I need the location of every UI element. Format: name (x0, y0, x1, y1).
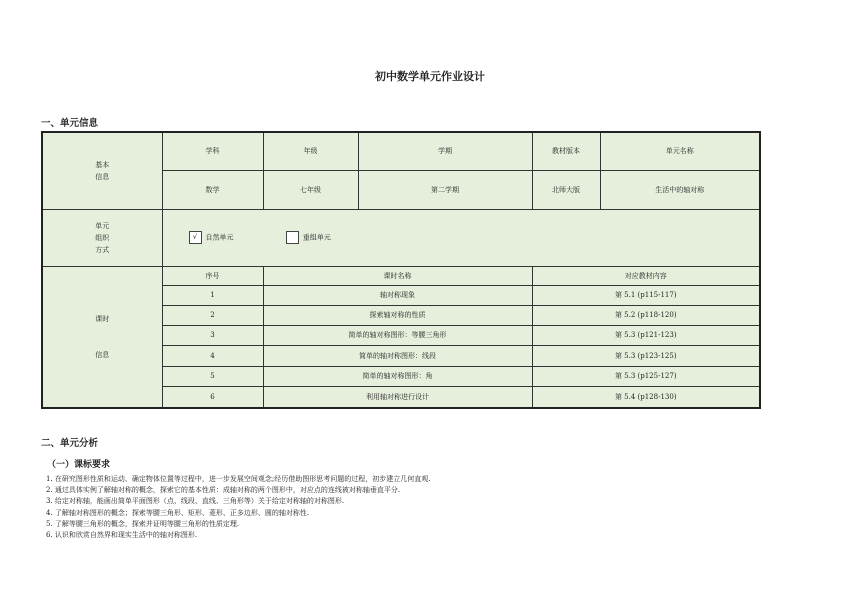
basic-info-label (42, 132, 162, 209)
header-grade: 年级 (263, 132, 358, 170)
value-subject: 数学 (162, 170, 263, 209)
section-heading-unit-analysis: 二、单元分析 (41, 438, 99, 449)
option-regrouped-unit[interactable] (286, 231, 331, 244)
value-semester: 第二学期 (358, 170, 532, 209)
lesson-name: 轴对称现象 (263, 285, 532, 305)
lesson-header-name: 课时名称 (263, 266, 532, 285)
list-item: 4. 了解轴对称图形的概念；探索等腰三角形、矩形、菱形、正多边形、圆的轴对称性. (46, 508, 310, 517)
list-item: 1. 在研究图形性质和运动、确定物体位置等过程中，进一步发展空间观念;经历借助图形思考问题的过程，初步建立几何直观. (46, 475, 431, 483)
document-title: 初中数学单元作业设计 (375, 70, 485, 83)
lesson-content: 第 5.2 (p118-120) (532, 305, 760, 325)
org-label-text: 单元 组织 方式 (95, 221, 110, 254)
lesson-name: 简单的轴对称图形：等腰三角形 (263, 325, 532, 345)
lesson-content: 第 5.3 (p123-125) (532, 345, 760, 366)
header-textbook-version: 教材版本 (532, 132, 600, 170)
lesson-index: 6 (162, 386, 263, 408)
lesson-info-label-2: 信息 (95, 350, 110, 359)
header-semester: 学期 (358, 132, 532, 170)
value-textbook-version: 北师大版 (532, 170, 600, 209)
natural-unit-checkbox[interactable]: √ (189, 231, 202, 244)
lesson-index: 4 (162, 345, 263, 366)
lesson-index: 3 (162, 325, 263, 345)
lesson-index: 5 (162, 366, 263, 386)
lesson-name: 简单的轴对称图形：线段 (263, 345, 532, 366)
subsection-heading-curriculum: （一）课标要求 (47, 460, 111, 470)
header-unit-name: 单元名称 (600, 132, 760, 170)
list-item: 6. 认识和欣赏自然界和现实生活中的轴对称图形. (46, 531, 198, 540)
regrouped-unit-label: 重组单元 (302, 233, 331, 242)
org-label (42, 209, 162, 266)
lesson-content: 第 5.3 (p121-123) (532, 325, 760, 345)
basic-info-label-text: 基本 信息 (95, 160, 110, 181)
lesson-content: 第 5.1 (p115-117) (532, 285, 760, 305)
list-item: 3. 给定对称轴，能画出简单平面图形（点、线段、直线、三角形等）关于给定对称轴的对称图形. (46, 497, 345, 506)
regrouped-unit-checkbox[interactable] (286, 231, 299, 244)
lesson-index: 2 (162, 305, 263, 325)
lesson-header-content: 对应教材内容 (532, 266, 760, 285)
value-grade: 七年级 (263, 170, 358, 209)
lesson-info-label (42, 266, 162, 408)
requirements-list (46, 474, 431, 541)
value-unit-name: 生活中的轴对称 (600, 170, 760, 209)
lesson-index: 1 (162, 285, 263, 305)
lesson-info-label-1: 课时 (95, 314, 110, 323)
section-heading-unit-info: 一、单元信息 (41, 118, 99, 129)
natural-unit-label: 自然单元 (205, 233, 234, 242)
list-item: 5. 了解等腰三角形的概念，探索并证明等腰三角形的性质定理. (46, 519, 240, 528)
lesson-header-index: 序号 (162, 266, 263, 285)
option-natural-unit[interactable] (189, 231, 234, 244)
lesson-content: 第 5.3 (p125-127) (532, 366, 760, 386)
lesson-content: 第 5.4 (p128-130) (532, 386, 760, 408)
lesson-name: 利用轴对称进行设计 (263, 386, 532, 408)
list-item: 2. 通过具体实例了解轴对称的概念，探索它的基本性质：成轴对称的两个图形中，对应点的连线被对称轴垂直平分. (46, 486, 401, 495)
org-options (162, 209, 760, 266)
lesson-name: 探索轴对称的性质 (263, 305, 532, 325)
lesson-name: 简单的轴对称图形：角 (263, 366, 532, 386)
header-subject: 学科 (162, 132, 263, 170)
unit-info-table (41, 131, 761, 409)
